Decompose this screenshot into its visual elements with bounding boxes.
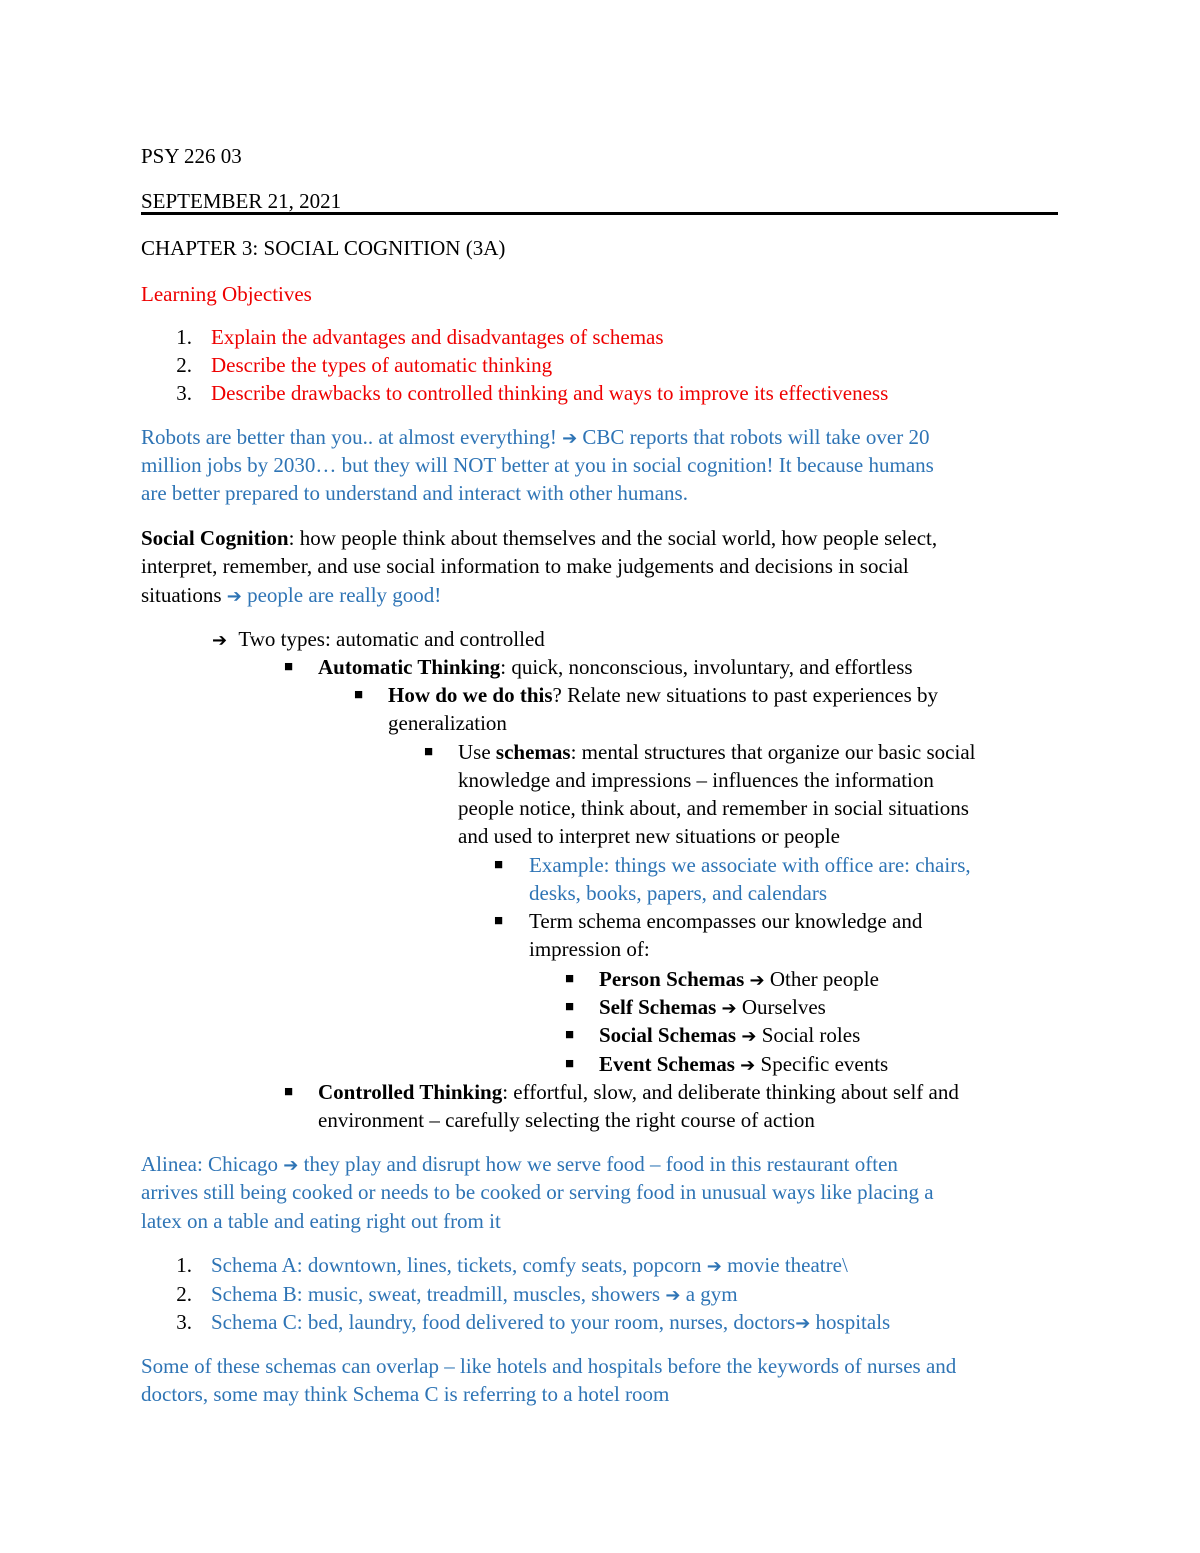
square-bullet-icon: ■ (494, 857, 504, 873)
objective-item: Describe drawbacks to controlled thinking and ways to improve its effectiveness (211, 381, 889, 405)
schema-type-item (599, 993, 826, 1023)
schema-list-result: movie theatre\ (727, 1253, 848, 1277)
schemas-text: : mental structures that organize our basic social (570, 740, 976, 764)
definition-text: situations (141, 583, 222, 607)
arrow-right-icon: ➔ (706, 1256, 722, 1277)
automatic-thinking-def: : quick, nonconscious, involuntary, and effortless (500, 655, 913, 679)
definition-text: : how people think about themselves and the social world, how people select, (288, 526, 938, 550)
header-divider (141, 212, 1058, 215)
schema-list-item (211, 1308, 890, 1338)
alinea-line: arrives still being cooked or needs to be cooked or serving food in unusual ways like placing a (141, 1180, 934, 1204)
arrow-right-icon: ➔ (740, 1055, 756, 1076)
term-line: Term schema encompasses our knowledge and (529, 909, 923, 933)
overlap-line: doctors, some may think Schema C is referring to a hotel room (141, 1382, 670, 1406)
controlled-thinking-term: Controlled Thinking (318, 1080, 503, 1104)
example-line: Example: things we associate with office are: chairs, (529, 853, 971, 877)
objective-number: 3. (176, 381, 192, 405)
controlled-thinking-line: environment – carefully selecting the right course of action (318, 1108, 815, 1132)
schemas-line: knowledge and impressions – influences the information (458, 768, 934, 792)
automatic-thinking-term: Automatic Thinking (318, 655, 501, 679)
social-cognition-definition (141, 524, 937, 552)
arrow-right-icon: ➔ (212, 630, 228, 651)
schema-list-item (211, 1280, 738, 1310)
square-bullet-icon: ■ (565, 971, 575, 987)
controlled-thinking-def: : effortful, slow, and deliberate thinking about self and (502, 1080, 959, 1104)
arrow-right-icon: ➔ (665, 1285, 681, 1306)
chapter-title: CHAPTER 3: SOCIAL COGNITION (3A) (141, 236, 506, 260)
schema-type-desc: Other people (769, 967, 879, 991)
alinea-text: Alinea: Chicago (141, 1152, 279, 1176)
schema-type-name: Person Schemas (599, 967, 745, 991)
schema-list-text: Schema C: bed, laundry, food delivered to your room, nurses, doctors (211, 1310, 796, 1334)
square-bullet-icon: ■ (494, 913, 504, 929)
objective-item: Explain the advantages and disadvantages of schemas (211, 325, 664, 349)
schema-type-name: Event Schemas (599, 1052, 735, 1076)
alinea-text: they play and disrupt how we serve food – food in this restaurant often (303, 1152, 898, 1176)
schema-list-item (211, 1251, 848, 1281)
schema-list-text: Schema A: downtown, lines, tickets, comfy seats, popcorn (211, 1253, 702, 1277)
objective-item: Describe the types of automatic thinking (211, 353, 553, 377)
objectives-heading: Learning Objectives (141, 282, 312, 306)
definition-line (141, 581, 441, 611)
square-bullet-icon: ■ (424, 744, 434, 760)
term-line: impression of: (529, 937, 650, 961)
alinea-line (141, 1150, 898, 1180)
course-code: PSY 226 03 (141, 144, 242, 168)
schema-type-item (599, 1021, 860, 1051)
arrow-right-icon: ➔ (562, 428, 578, 449)
objective-number: 1. (176, 325, 192, 349)
square-bullet-icon: ■ (565, 1056, 575, 1072)
schema-type-name: Social Schemas (599, 1023, 737, 1047)
arrow-right-icon: ➔ (721, 998, 737, 1019)
schema-type-desc: Ourselves (741, 995, 826, 1019)
schema-list-number: 2. (176, 1282, 192, 1306)
arrow-right-icon: ➔ (283, 1155, 299, 1176)
definition-note: people are really good! (247, 583, 442, 607)
how-def-line: generalization (388, 711, 507, 735)
robots-text: Robots are better than you.. at almost everything! (141, 425, 557, 449)
schema-list-result: a gym (685, 1282, 738, 1306)
arrow-right-icon: ➔ (226, 586, 242, 607)
square-bullet-icon: ■ (354, 687, 364, 703)
square-bullet-icon: ■ (284, 1084, 294, 1100)
arrow-right-icon: ➔ (795, 1313, 811, 1334)
how-item (388, 681, 938, 709)
schemas-line: and used to interpret new situations or people (458, 824, 840, 848)
lecture-date: SEPTEMBER 21, 2021 (141, 189, 342, 213)
alinea-line: latex on a table and eating right out from it (141, 1209, 501, 1233)
how-term: How do we do this (388, 683, 553, 707)
square-bullet-icon: ■ (565, 999, 575, 1015)
example-line: desks, books, papers, and calendars (529, 881, 827, 905)
schema-list-number: 3. (176, 1310, 192, 1334)
objective-number: 2. (176, 353, 192, 377)
overlap-line: Some of these schemas can overlap – like hotels and hospitals before the keywords of nurses and (141, 1354, 957, 1378)
definition-line: interpret, remember, and use social information to make judgements and decisions in social (141, 554, 909, 578)
two-types-text: Two types: automatic and controlled (238, 627, 545, 651)
controlled-thinking-item (318, 1078, 959, 1106)
schemas-text: Use (458, 740, 496, 764)
how-def: ? Relate new situations to past experiences by (552, 683, 938, 707)
schemas-item (458, 738, 976, 766)
schema-list-text: Schema B: music, sweat, treadmill, muscles, showers (211, 1282, 661, 1306)
two-types-line (212, 625, 545, 655)
square-bullet-icon: ■ (565, 1027, 575, 1043)
schema-type-desc: Social roles (761, 1023, 861, 1047)
schema-list-number: 1. (176, 1253, 192, 1277)
square-bullet-icon: ■ (284, 659, 294, 675)
schemas-line: people notice, think about, and remember in social situations (458, 796, 969, 820)
robots-text: CBC reports that robots will take over 20 (582, 425, 930, 449)
schema-type-item (599, 965, 879, 995)
schema-type-name: Self Schemas (599, 995, 717, 1019)
social-cognition-term: Social Cognition (141, 526, 289, 550)
arrow-right-icon: ➔ (741, 1026, 757, 1047)
robots-paragraph-line: million jobs by 2030… but they will NOT better at you in social cognition! It because humans (141, 453, 934, 477)
robots-paragraph-line (141, 423, 929, 453)
schema-type-item (599, 1050, 888, 1080)
schemas-term: schemas (495, 740, 571, 764)
schema-list-result: hospitals (815, 1310, 891, 1334)
schema-type-desc: Specific events (760, 1052, 889, 1076)
robots-paragraph-line: are better prepared to understand and interact with other humans. (141, 481, 688, 505)
automatic-thinking-item (318, 653, 913, 681)
arrow-right-icon: ➔ (749, 970, 765, 991)
